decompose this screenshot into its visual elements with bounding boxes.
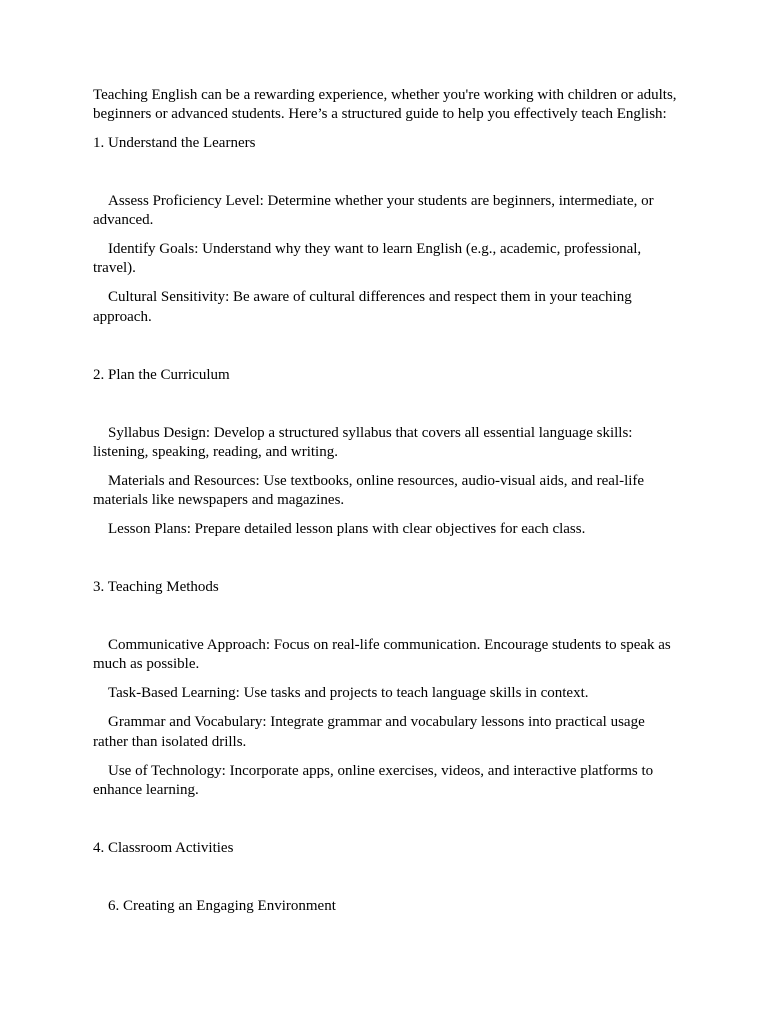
list-item: Grammar and Vocabulary: Integrate grammar and vocabulary lessons into practical usage rather than isolated drills. — [93, 714, 645, 750]
list-item: Syllabus Design: Develop a structured syllabus that covers all essential language skills: listening, speaking, reading, and writing. — [93, 424, 633, 460]
list-item: Lesson Plans: Prepare detailed lesson plans with clear objectives for each class. — [108, 521, 586, 538]
list-item: Use of Technology: Incorporate apps, online exercises, videos, and interactive platforms to enhance learning. — [93, 762, 654, 798]
intro-paragraph: Teaching English can be a rewarding experience, whether you're working with children or adults, beginners or advanced students. Here’s a structured guide to help you effectively teach English: — [93, 87, 677, 123]
list-item: Communicative Approach: Focus on real-life communication. Encourage students to speak as much as possible. — [93, 637, 671, 673]
list-item: Materials and Resources: Use textbooks, online resources, audio-visual aids, and real-life materials like newspapers and magazines. — [93, 472, 645, 509]
section-heading-understand-learners: 1. Understand the Learners — [93, 134, 256, 151]
list-item: Cultural Sensitivity: Be aware of cultural differences and respect them in your teaching approach. — [93, 289, 632, 325]
list-item: Assess Proficiency Level: Determine whether your students are beginners, intermediate, or advanced. — [93, 192, 654, 229]
list-item: Task-Based Learning: Use tasks and projects to teach language skills in context. — [108, 685, 589, 702]
section-heading-engaging-environment: 6. Creating an Engaging Environment — [108, 897, 336, 914]
document-body — [93, 86, 683, 916]
list-item: Identify Goals: Understand why they want to learn English (e.g., academic, professional, travel). — [93, 241, 642, 277]
section-heading-teaching-methods: 3. Teaching Methods — [93, 579, 219, 596]
section-heading-plan-curriculum: 2. Plan the Curriculum — [93, 366, 230, 383]
section-heading-classroom-activities: 4. Classroom Activities — [93, 839, 234, 856]
